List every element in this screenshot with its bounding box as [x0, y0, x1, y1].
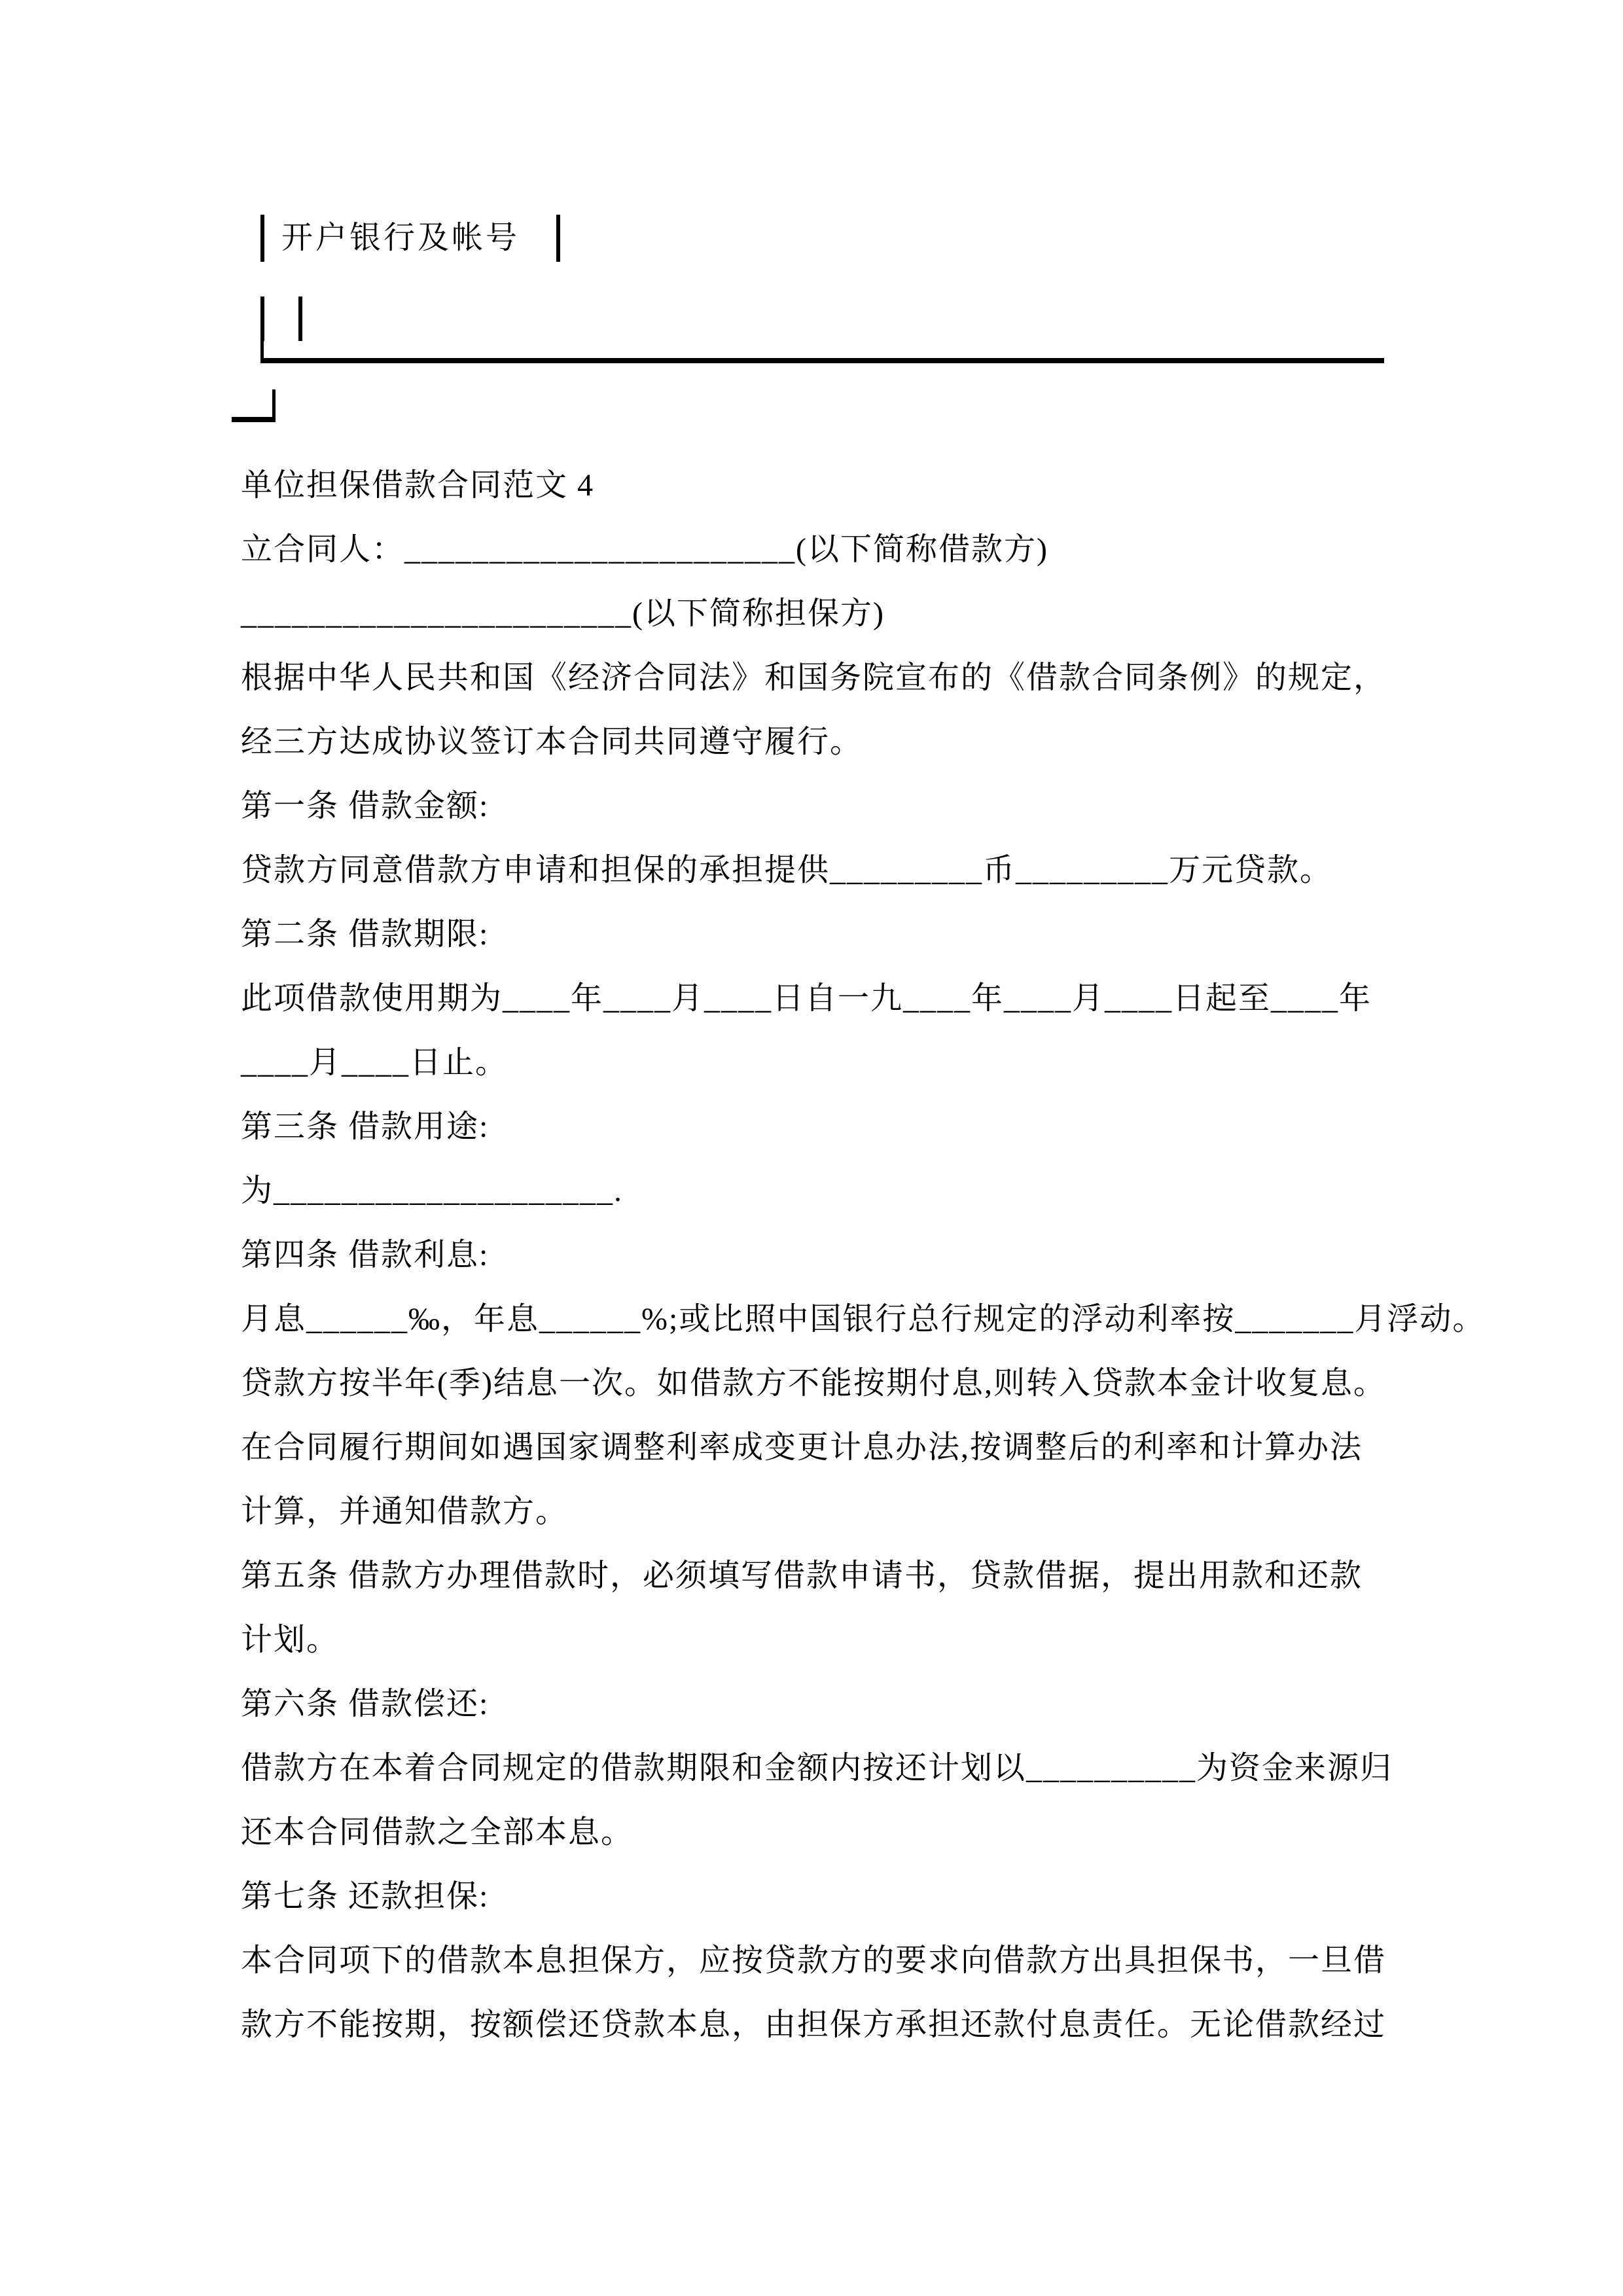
document-body — [0, 454, 1623, 2057]
doc-line-clause4-body-3: 在合同履行期间如遇国家调整利率成变更计息办法,按调整后的利率和计算办法 — [241, 1430, 1363, 1465]
doc-line-clause4-body-2: 贷款方按半年(季)结息一次。如借款方不能按期付息,则转入贷款本金计收复息。 — [241, 1366, 1386, 1401]
table-border-vertical-left — [260, 296, 264, 341]
doc-line-clause6-body-1: 借款方在本着合同规定的借款期限和金额内按还计划以__________为资金来源归 — [241, 1751, 1393, 1785]
doc-line-clause7-heading: 第七条 还款担保: — [241, 1879, 490, 1914]
doc-line-clause6-heading: 第六条 借款偿还: — [241, 1687, 490, 1721]
doc-line-clause5-body-2: 计划。 — [241, 1623, 340, 1657]
doc-line-clause2-heading: 第二条 借款期限: — [241, 917, 490, 952]
doc-line-clause1-body: 贷款方同意借款方申请和担保的承担提供_________币_________万元贷款。 — [241, 853, 1333, 888]
doc-line-clause1-heading: 第一条 借款金额: — [241, 789, 490, 823]
doc-line-clause4-body-1: 月息______‰，年息______%;或比照中国银行总行规定的浮动利率按_______月浮动。 — [241, 1302, 1486, 1336]
doc-line-clause5-body-1: 第五条 借款方办理借款时，必须填写借款申请书，贷款借据，提出用款和还款 — [241, 1558, 1363, 1593]
table-row-empty — [260, 296, 1623, 341]
table-border-bottom-corner — [232, 389, 276, 422]
doc-line-clause6-body-2: 还本合同借款之全部本息。 — [241, 1815, 634, 1850]
doc-line-clause2-body-1: 此项借款使用期为____年____月____日自一九____年____月____日起至____年 — [241, 981, 1372, 1016]
table-border-vertical-right — [298, 296, 302, 341]
doc-line-clause3-body: 为____________________. — [241, 1174, 624, 1208]
doc-line-clause7-body-2: 款方不能按期，按额偿还贷款本息，由担保方承担还款付息责任。无论借款经过 — [241, 2007, 1387, 2042]
table-row-bank-account — [260, 215, 1623, 262]
doc-line-parties-guarantor: _______________________(以下简称担保方) — [241, 596, 885, 631]
table-fragment — [0, 0, 1623, 422]
document-title: 单位担保借款合同范文 4 — [241, 468, 595, 503]
doc-line-preamble-1: 根据中华人民共和国《经济合同法》和国务院宣布的《借款合同条例》的规定， — [241, 660, 1387, 695]
table-border-vertical-left — [260, 215, 264, 262]
table-border-vertical-right — [556, 215, 560, 262]
doc-line-clause4-heading: 第四条 借款利息: — [241, 1238, 490, 1272]
table-border-bottom — [260, 337, 1384, 363]
doc-line-clause4-body-4: 计算，并通知借款方。 — [241, 1494, 569, 1529]
doc-line-parties-borrower: 立合同人：_______________________(以下简称借款方) — [241, 532, 1048, 567]
doc-line-clause2-body-2: ____月____日止。 — [241, 1045, 508, 1080]
bank-account-label: 开户银行及帐号 — [281, 221, 520, 255]
doc-line-clause7-body-1: 本合同项下的借款本息担保方，应按贷款方的要求向借款方出具担保书，一旦借 — [241, 1943, 1387, 1978]
doc-line-preamble-2: 经三方达成协议签订本合同共同遵守履行。 — [241, 725, 863, 759]
doc-line-clause3-heading: 第三条 借款用途: — [241, 1109, 490, 1144]
